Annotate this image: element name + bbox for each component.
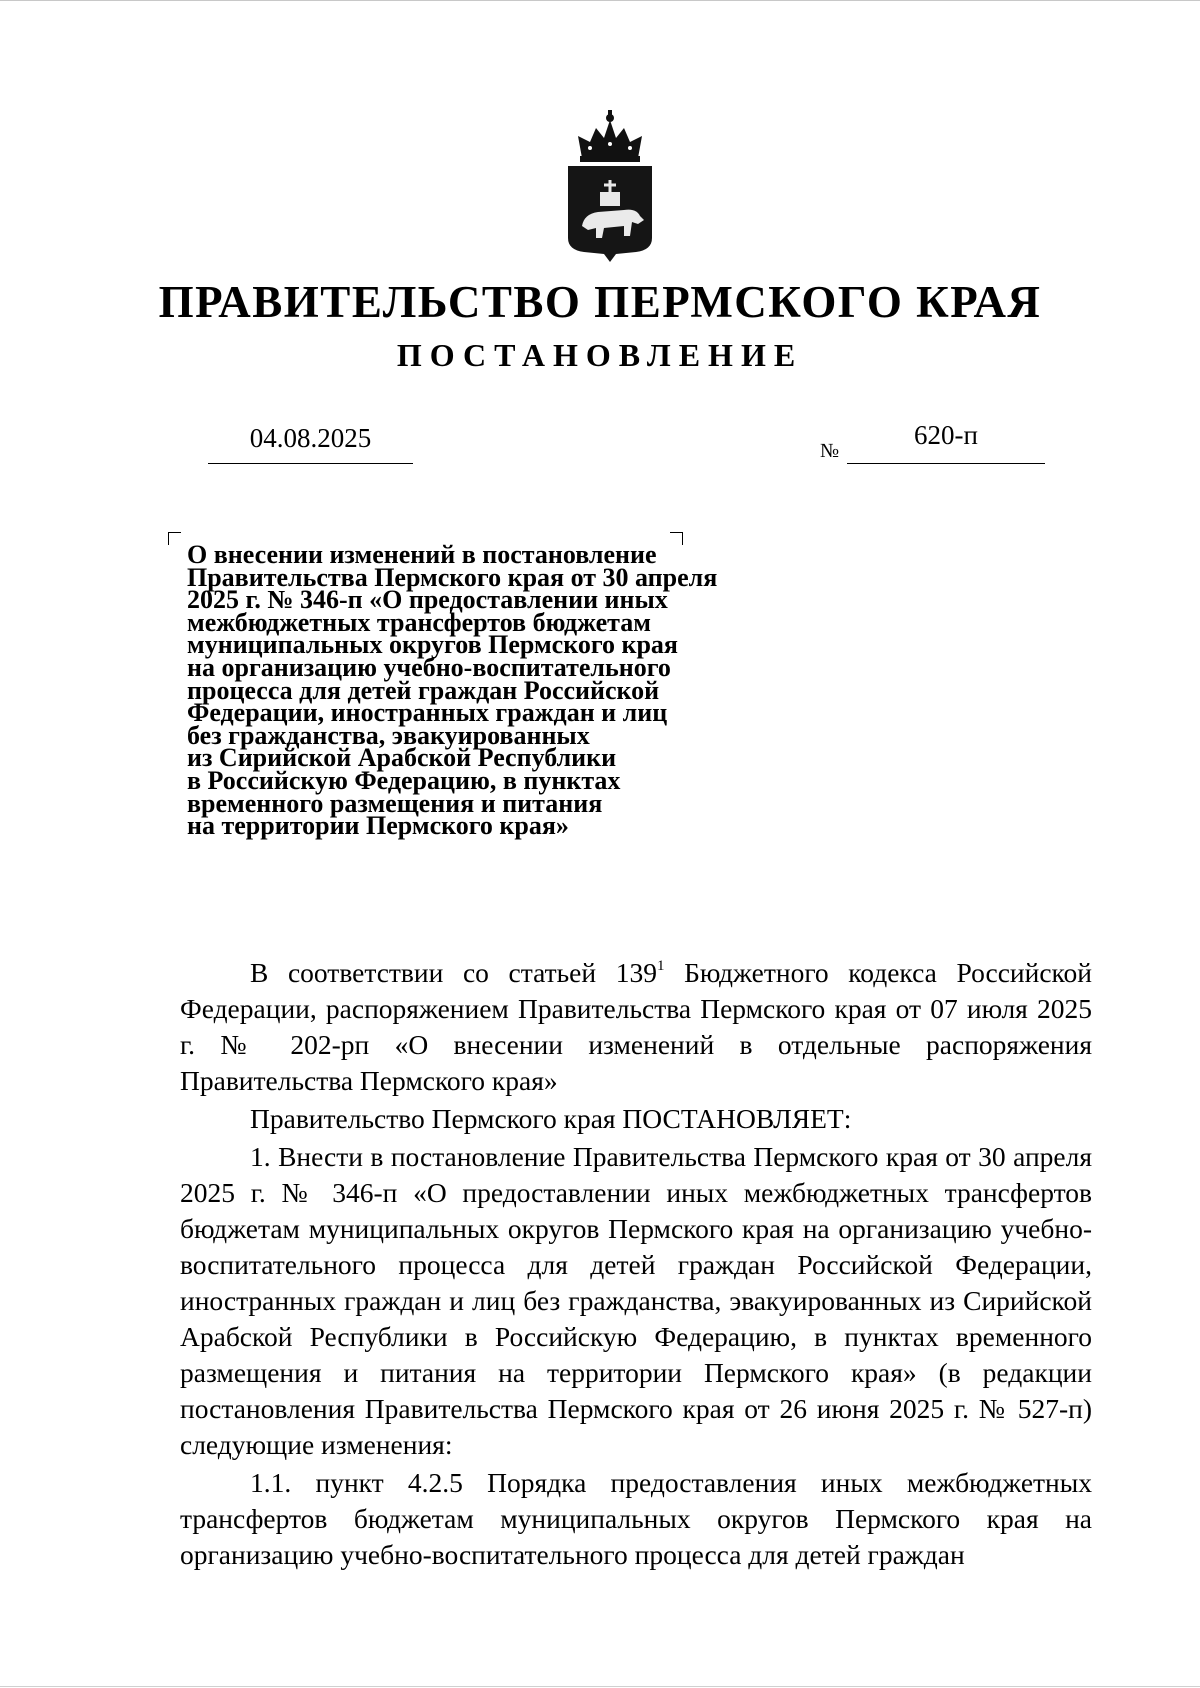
subject-line: из Сирийской Арабской Республики <box>187 743 617 773</box>
subject-line: межбюджетных трансфертов бюджетам <box>187 607 651 637</box>
subject-line: на организацию учебно-воспитательного <box>187 652 671 682</box>
subject-line: временного размещения и питания <box>187 788 603 818</box>
paragraph-preamble <box>180 955 1092 1099</box>
subject-line: муниципальных округов Пермского края <box>187 630 678 660</box>
coat-of-arms-icon <box>560 110 660 262</box>
paragraph-item-1: 1. Внести в постановление Правительства Пермского края от 30 апреля 2025 г. № 346-п «О предоставлении иных межбюджетных трансфертов бюджетам муниципальных округов Пермского края на организацию учебно-воспитательного процесса для детей граждан Российской Федерации, иностранных граждан и лиц без гражданства, эвакуированных из Сирийской Арабской Республики в Российскую Федерацию, в пунктах временного размещения и питания на территории Пермского края» (в редакции постановления Правительства Пермского края от 26 июня 2025 г. № 527-п) следующие изменения: <box>180 1141 1092 1460</box>
subject-line: в Российскую Федерацию, в пунктах <box>187 765 621 795</box>
subject-line: 2025 г. № 346-п «О предоставлении иных <box>187 585 668 615</box>
document-number: 620-п <box>914 420 978 450</box>
date-field <box>208 423 413 464</box>
number-field <box>847 420 1045 464</box>
paragraph-resolves: Правительство Пермского края ПОСТАНОВЛЯЕТ: <box>250 1103 852 1134</box>
subject-line: Федерации, иностранных граждан и лиц <box>187 698 668 728</box>
government-title: ПРАВИТЕЛЬСТВО ПЕРМСКОГО КРАЯ <box>158 277 1042 327</box>
subject-corner-left <box>168 532 181 545</box>
scan-edge-bottom <box>0 1686 1200 1687</box>
subject-line: процесса для детей граждан Российской <box>187 675 660 705</box>
document-date: 04.08.2025 <box>249 423 372 453</box>
subject-heading <box>187 540 827 841</box>
preamble-text-start: В соответствии со статьей 139 <box>250 957 657 988</box>
paragraph-item-1-1: 1.1. пункт 4.2.5 Порядка предоставления иных межбюджетных трансфертов бюджетам муниципальных округов Пермского края на организацию учебно-воспитательного процесса для детей граждан <box>180 1467 1092 1570</box>
preamble-text-end: Бюджетного кодекса Российской Федерации, распоряжением Правительства Пермского края от 07 июля 2025 г. № 202-рп «О внесении изменений в отдельные распоряжения Правительства Пермского края» <box>180 957 1092 1096</box>
scan-edge-top <box>0 0 1200 1</box>
article-superscript: 1 <box>656 957 665 974</box>
document-body <box>180 955 1092 1573</box>
document-type-title: ПОСТАНОВЛЕНИЕ <box>396 337 804 373</box>
subject-line: Правительства Пермского края от 30 апреля <box>187 562 718 592</box>
number-sign: № <box>820 440 840 462</box>
subject-line: О внесении изменений в постановление <box>187 540 657 569</box>
subject-line: на территории Пермского края» <box>187 811 569 841</box>
subject-line: без гражданства, эвакуированных <box>187 720 590 750</box>
